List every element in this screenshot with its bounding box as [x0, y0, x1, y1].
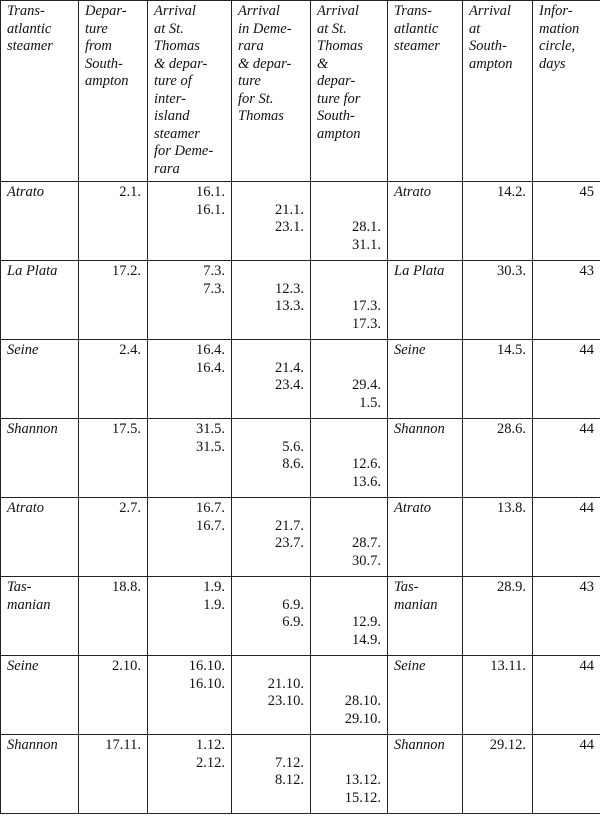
header-line: ture of: [154, 73, 192, 89]
column-header: [1, 1, 79, 182]
header-line: for Deme-: [154, 143, 214, 159]
column-header: [388, 1, 463, 182]
header-line: at St.: [154, 20, 184, 37]
st-thomas-date: 16.7.: [196, 500, 225, 516]
departure-cell: [79, 261, 148, 340]
arrival-cell: [463, 498, 533, 577]
days-cell: [533, 498, 600, 577]
departure-cell: [79, 577, 148, 656]
steamer-name: Seine: [7, 658, 39, 674]
st-thomas-date: 16.4.: [196, 359, 225, 376]
header-line: steamer: [154, 125, 200, 142]
demerara-cell: [232, 419, 311, 498]
st-thomas-return-cell: [311, 182, 388, 261]
column-header: [311, 1, 388, 182]
st-thomas-return-cell: [311, 340, 388, 419]
demerara-date: 8.12.: [275, 772, 304, 788]
circle-days: 43: [579, 579, 594, 595]
spacer: [317, 500, 381, 535]
spacer: [317, 658, 381, 693]
header-line: from: [85, 38, 112, 54]
spacer: [317, 421, 381, 456]
steamer-name: Tas-: [7, 579, 32, 595]
header-line: days: [539, 55, 566, 72]
st-thomas-return-cell: [311, 419, 388, 498]
return-steamer-cell: [388, 261, 463, 340]
st-thomas-return-date: 13.6.: [352, 473, 381, 490]
return-steamer-name: Tas-: [394, 579, 419, 595]
steamer-name: Seine: [7, 342, 39, 358]
arrival-cell: [463, 577, 533, 656]
steamer-cell: [1, 340, 79, 419]
st-thomas-date: 31.5.: [196, 421, 225, 437]
header-line: ture: [85, 20, 108, 37]
demerara-date: 5.6.: [282, 438, 304, 455]
demerara-date: 6.9.: [282, 596, 304, 613]
spacer: [238, 500, 304, 518]
header-line: South-: [317, 108, 355, 124]
st-thomas-cell: [148, 577, 232, 656]
steamer-cell: [1, 735, 79, 814]
departure-date: 2.7.: [119, 500, 141, 516]
header-line: Trans-: [394, 3, 432, 19]
header-line: at: [469, 20, 481, 37]
st-thomas-return-cell: [311, 261, 388, 340]
arrival-date: 14.2.: [497, 184, 526, 200]
days-cell: [533, 182, 600, 261]
table-body: [1, 182, 600, 814]
header-line: island: [154, 108, 190, 124]
spacer: [238, 579, 304, 597]
header-line: Arrival: [469, 3, 511, 19]
st-thomas-return-date: 12.6.: [352, 456, 381, 472]
header-line: &: [317, 55, 329, 72]
st-thomas-date: 1.12.: [196, 737, 225, 753]
demerara-date: 21.7.: [275, 517, 304, 534]
circle-days: 43: [579, 263, 594, 279]
demerara-date: 21.10.: [267, 675, 304, 692]
header-line: ture: [238, 73, 261, 89]
steamer-name: Shannon: [7, 737, 58, 753]
header-line: inter-: [154, 90, 186, 107]
circle-days: 44: [579, 737, 594, 753]
column-header: [148, 1, 232, 182]
table-row: [1, 261, 600, 340]
st-thomas-date: 31.5.: [196, 438, 225, 455]
table-row: [1, 735, 600, 814]
circle-days: 44: [579, 658, 594, 674]
circle-days: 45: [579, 184, 594, 200]
demerara-cell: [232, 656, 311, 735]
st-thomas-return-date: 28.10.: [344, 693, 381, 709]
table-row: [1, 656, 600, 735]
arrival-cell: [463, 419, 533, 498]
departure-cell: [79, 498, 148, 577]
st-thomas-return-cell: [311, 656, 388, 735]
st-thomas-cell: [148, 498, 232, 577]
departure-date: 2.4.: [119, 342, 141, 358]
demerara-date: 23.4.: [275, 377, 304, 393]
header-line: Thomas: [238, 108, 284, 124]
st-thomas-date: 7.3.: [203, 263, 225, 279]
demerara-date: 7.12.: [275, 754, 304, 771]
st-thomas-return-cell: [311, 498, 388, 577]
demerara-date: 6.9.: [282, 614, 304, 630]
st-thomas-cell: [148, 419, 232, 498]
column-header: [232, 1, 311, 182]
header-line: Arrival: [154, 3, 196, 19]
header-line: rara: [154, 160, 180, 177]
header-line: ampton: [469, 55, 513, 72]
header-line: Arrival: [317, 3, 359, 19]
spacer: [238, 184, 304, 202]
departure-cell: [79, 735, 148, 814]
steamer-cell: [1, 577, 79, 656]
return-steamer-cell: [388, 656, 463, 735]
st-thomas-date: 2.12.: [196, 754, 225, 771]
return-steamer-name: La Plata: [394, 263, 445, 279]
return-steamer-cell: [388, 340, 463, 419]
demerara-date: 13.3.: [275, 298, 304, 314]
arrival-date: 14.5.: [497, 342, 526, 358]
arrival-date: 13.8.: [497, 500, 526, 516]
arrival-date: 13.11.: [490, 658, 526, 674]
spacer: [238, 342, 304, 360]
departure-date: 2.10.: [112, 658, 141, 674]
header-row: [1, 1, 600, 182]
table-row: [1, 577, 600, 656]
table-row: [1, 340, 600, 419]
arrival-date: 28.6.: [497, 421, 526, 437]
days-cell: [533, 340, 600, 419]
demerara-date: 8.6.: [282, 456, 304, 472]
header-line: Trans-: [7, 3, 45, 19]
days-cell: [533, 656, 600, 735]
arrival-date: 28.9.: [497, 579, 526, 595]
st-thomas-return-date: 12.9.: [352, 614, 381, 630]
steamer-name: Atrato: [7, 500, 45, 516]
spacer: [317, 737, 381, 772]
spacer: [317, 579, 381, 614]
demerara-date: 12.3.: [275, 280, 304, 297]
demerara-cell: [232, 498, 311, 577]
st-thomas-date: 1.9.: [203, 596, 225, 613]
spacer: [238, 737, 304, 755]
st-thomas-date: 16.10.: [188, 658, 225, 674]
header-line: & depar-: [238, 55, 292, 72]
st-thomas-return-date: 30.7.: [352, 552, 381, 569]
days-cell: [533, 577, 600, 656]
st-thomas-cell: [148, 261, 232, 340]
demerara-cell: [232, 577, 311, 656]
st-thomas-return-date: 29.4.: [352, 377, 381, 393]
st-thomas-return-date: 28.7.: [352, 535, 381, 551]
st-thomas-return-date: 17.3.: [352, 298, 381, 314]
header-line: Thomas: [317, 38, 363, 54]
header-line: at St.: [317, 20, 347, 37]
steamer-name: Atrato: [7, 184, 45, 200]
st-thomas-return-cell: [311, 735, 388, 814]
arrival-date: 29.12.: [489, 737, 526, 753]
header-line: circle,: [539, 38, 576, 54]
steamer-cell: [1, 419, 79, 498]
table-row: [1, 419, 600, 498]
st-thomas-date: 16.7.: [196, 517, 225, 534]
days-cell: [533, 735, 600, 814]
demerara-cell: [232, 261, 311, 340]
st-thomas-date: 16.1.: [196, 201, 225, 218]
spacer: [238, 263, 304, 281]
header-line: for St.: [238, 90, 274, 107]
header-line: South-: [85, 55, 123, 72]
st-thomas-return-date: 1.5.: [359, 394, 381, 411]
spacer: [238, 658, 304, 676]
departure-date: 17.2.: [112, 263, 141, 279]
departure-cell: [79, 182, 148, 261]
steamer-name: Shannon: [7, 421, 58, 437]
steamer-name: La Plata: [7, 263, 58, 279]
header-line: mation: [539, 20, 580, 37]
steamer-cell: [1, 498, 79, 577]
return-steamer-name: manian: [394, 596, 438, 613]
st-thomas-cell: [148, 735, 232, 814]
demerara-date: 23.7.: [275, 535, 304, 551]
arrival-date: 30.3.: [497, 263, 526, 279]
circle-days: 44: [579, 500, 594, 516]
arrival-cell: [463, 735, 533, 814]
steamer-name: manian: [7, 596, 51, 613]
return-steamer-name: Seine: [394, 658, 426, 674]
return-steamer-name: Atrato: [394, 500, 432, 516]
header-line: atlantic: [7, 20, 52, 37]
return-steamer-cell: [388, 735, 463, 814]
arrival-cell: [463, 261, 533, 340]
arrival-cell: [463, 656, 533, 735]
demerara-cell: [232, 340, 311, 419]
days-cell: [533, 261, 600, 340]
st-thomas-return-date: 31.1.: [352, 236, 381, 253]
return-steamer-cell: [388, 182, 463, 261]
steamer-cell: [1, 261, 79, 340]
table-row: [1, 182, 600, 261]
header-line: rara: [238, 38, 264, 54]
departure-date: 17.11.: [105, 737, 141, 753]
header-line: Thomas: [154, 38, 200, 54]
st-thomas-date: 1.9.: [203, 579, 225, 595]
departure-date: 18.8.: [112, 579, 141, 595]
header-line: ampton: [85, 73, 129, 89]
st-thomas-cell: [148, 656, 232, 735]
header-line: steamer: [7, 38, 53, 54]
spacer: [317, 263, 381, 298]
header-line: steamer: [394, 38, 440, 54]
return-steamer-name: Shannon: [394, 737, 445, 753]
header-line: Depar-: [85, 3, 127, 19]
demerara-date: 21.1.: [275, 201, 304, 218]
header-line: South-: [469, 38, 507, 54]
header-line: ture for: [317, 90, 361, 107]
st-thomas-cell: [148, 340, 232, 419]
circle-days: 44: [579, 342, 594, 358]
header-line: & depar-: [154, 55, 208, 72]
header-line: atlantic: [394, 20, 439, 37]
return-steamer-name: Seine: [394, 342, 426, 358]
arrival-cell: [463, 340, 533, 419]
header-line: Infor-: [539, 3, 573, 19]
st-thomas-date: 16.4.: [196, 342, 225, 358]
st-thomas-return-cell: [311, 577, 388, 656]
header-line: ampton: [317, 125, 361, 142]
st-thomas-return-date: 14.9.: [352, 631, 381, 648]
st-thomas-return-date: 15.12.: [344, 789, 381, 806]
return-steamer-cell: [388, 419, 463, 498]
return-steamer-name: Atrato: [394, 184, 432, 200]
return-steamer-name: Shannon: [394, 421, 445, 437]
st-thomas-return-date: 28.1.: [352, 219, 381, 235]
demerara-cell: [232, 735, 311, 814]
steamer-cell: [1, 182, 79, 261]
demerara-date: 23.1.: [275, 219, 304, 235]
st-thomas-date: 16.1.: [196, 184, 225, 200]
header-line: Arrival: [238, 3, 280, 19]
column-header: [463, 1, 533, 182]
demerara-date: 21.4.: [275, 359, 304, 376]
column-header: [533, 1, 600, 182]
spacer: [317, 342, 381, 377]
header-line: depar-: [317, 73, 356, 89]
return-steamer-cell: [388, 498, 463, 577]
st-thomas-return-date: 13.12.: [344, 772, 381, 788]
departure-cell: [79, 656, 148, 735]
st-thomas-return-date: 17.3.: [352, 315, 381, 332]
header-line: in Deme-: [238, 20, 292, 37]
spacer: [317, 184, 381, 219]
st-thomas-date: 7.3.: [203, 280, 225, 297]
steamer-cell: [1, 656, 79, 735]
demerara-date: 23.10.: [267, 693, 304, 709]
demerara-cell: [232, 182, 311, 261]
circle-days: 44: [579, 421, 594, 437]
table-row: [1, 498, 600, 577]
st-thomas-cell: [148, 182, 232, 261]
column-header: [79, 1, 148, 182]
departure-cell: [79, 419, 148, 498]
spacer: [238, 421, 304, 439]
st-thomas-date: 16.10.: [188, 675, 225, 692]
departure-date: 17.5.: [112, 421, 141, 437]
st-thomas-return-date: 29.10.: [344, 710, 381, 727]
days-cell: [533, 419, 600, 498]
departure-cell: [79, 340, 148, 419]
return-steamer-cell: [388, 577, 463, 656]
departure-date: 2.1.: [119, 184, 141, 200]
arrival-cell: [463, 182, 533, 261]
